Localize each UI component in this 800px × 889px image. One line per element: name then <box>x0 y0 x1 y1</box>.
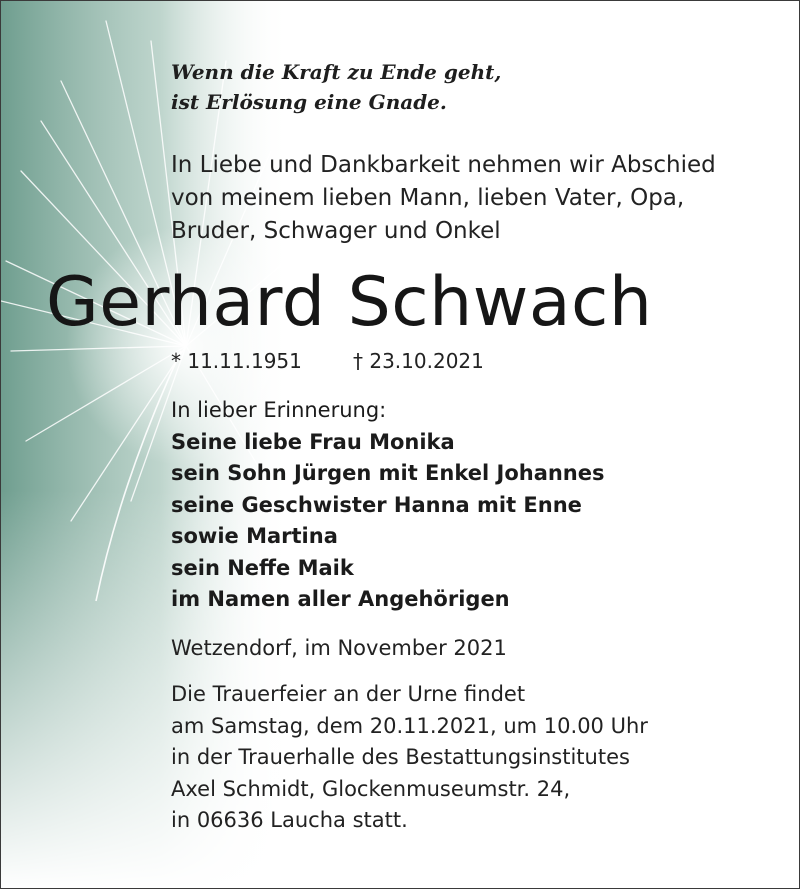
service-line: Die Trauerfeier an der Urne findet <box>171 682 526 706</box>
service-line: Axel Schmidt, Glockenmuseumstr. 24, <box>171 776 571 801</box>
mourners-lead: In lieber Erinnerung: <box>171 398 387 422</box>
birth-date: * 11.11.1951 <box>171 349 302 373</box>
motto-quote <box>171 57 501 117</box>
mourner-line: sowie Martina <box>171 524 338 548</box>
service-line: in 06636 Laucha statt. <box>171 808 408 832</box>
mourners-list <box>171 395 605 616</box>
mourner-line: seine Geschwister Hanna mit Enne <box>171 492 582 517</box>
service-line: in der Trauerhalle des Bestattungsinstitutes <box>171 745 630 769</box>
motto-line-1: Wenn die Kraft zu Ende geht, <box>171 60 502 84</box>
farewell-intro <box>171 149 716 248</box>
funeral-service-info <box>171 679 648 837</box>
mourner-line: sein Neffe Maik <box>171 555 354 580</box>
intro-line-3: Bruder, Schwager und Onkel <box>171 218 501 244</box>
place-and-date <box>171 633 507 663</box>
death-date: † 23.10.2021 <box>353 349 484 373</box>
motto-line-2: ist Erlösung eine Gnade. <box>171 90 447 114</box>
deceased-name: Gerhard Schwach <box>46 263 653 342</box>
place-date-line: Wetzendorf, im November 2021 <box>171 636 507 660</box>
mourner-line: Seine liebe Frau Monika <box>171 429 455 454</box>
mourner-line: im Namen aller Angehörigen <box>171 587 510 611</box>
mourner-line: sein Sohn Jürgen mit Enkel Johannes <box>171 461 605 485</box>
service-line: am Samstag, dem 20.11.2021, um 10.00 Uhr <box>171 713 648 738</box>
intro-line-1: In Liebe und Dankbarkeit nehmen wir Abschied <box>171 152 716 178</box>
intro-line-2: von meinem lieben Mann, lieben Vater, Opa, <box>171 185 685 211</box>
life-dates <box>171 347 484 375</box>
